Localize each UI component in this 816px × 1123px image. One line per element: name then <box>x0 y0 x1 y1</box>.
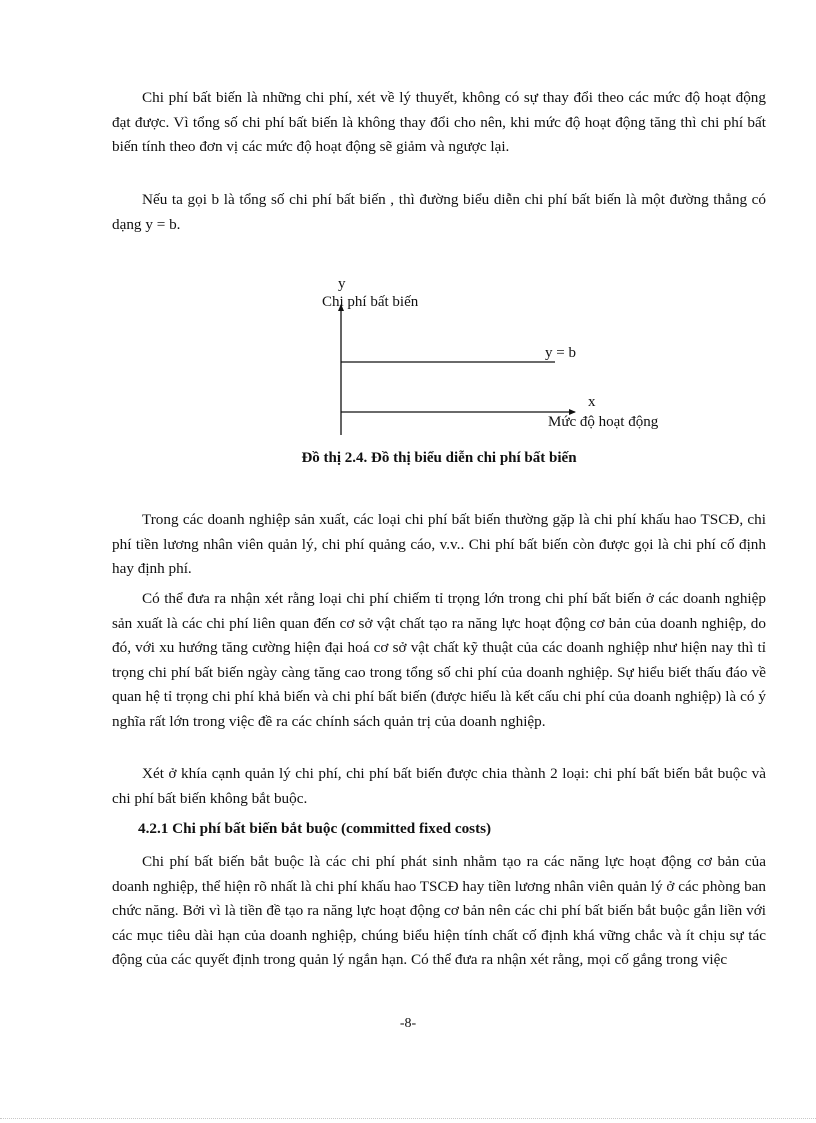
chart-canvas <box>300 268 659 448</box>
x-axis-label: Mức độ hoạt động <box>548 414 659 430</box>
paragraph-definition: Chi phí bất biến là những chi phí, xét về lý thuyết, không có sự thay đổi theo các mức độ hoạt động đạt được. Vì tổng số chi phí bất biến là không thay đổi cho nên, khi mức độ hoạt động tăng thì chi phí bất biến tính theo đơn vị các mức độ hoạt động sẽ giảm và ngược lại. <box>112 89 766 156</box>
paragraph-observation: Có thể đưa ra nhận xét rằng loại chi phí chiếm tỉ trọng lớn trong chi phí bất biến ở các doanh nghiệp sản xuất là các chi phí liên quan đến cơ sở vật chất tạo ra năng lực hoạt động cơ bản của doanh nghiệp, do đó, với xu hướng tăng cường hiện đại hoá cơ sở vật chất kỹ thuật của các doanh nghiệp như hiện nay thì tỉ trọng chi phí bất biến ngày càng tăng cao trong tổng số chi phí của doanh nghiệp. Sự hiểu biết thấu đáo về quan hệ tỉ trọng chi phí khả biến và chi phí bất biến (được hiểu là kết cấu chi phí của doanh nghiệp) là có ý nghĩa rất lớn trong việc đề ra các chính sách quản trị của doanh nghiệp. <box>112 590 766 730</box>
paragraph-formula: Nếu ta gọi b là tổng số chi phí bất biến , thì đường biểu diễn chi phí bất biến là một đường thẳng có dạng y = b. <box>112 191 766 233</box>
y-axis-label: Chi phí bất biến <box>322 294 419 310</box>
page-bottom-rule <box>0 1118 816 1119</box>
y-axis-symbol: y <box>338 276 346 292</box>
paragraph-examples: Trong các doanh nghiệp sản xuất, các loại chi phí bất biến thường gặp là chi phí khấu hao TSCĐ, chi phí tiền lương nhân viên quản lý, chi phí quảng cáo, v.v.. Chi phí bất biến còn được gọi là chi phí cố định hay định phí. <box>112 511 766 578</box>
paragraph-classification: Xét ở khía cạnh quản lý chi phí, chi phí bất biến được chia thành 2 loại: chi phí bất biến bắt buộc và chi phí bất biến không bắt buộc. <box>112 765 766 807</box>
page-number: -8- <box>399 1016 417 1031</box>
x-axis-symbol: x <box>588 394 596 410</box>
section-heading: 4.2.1 Chi phí bất biến bắt buộc (committed fixed costs) <box>138 820 492 837</box>
series-label: y = b <box>545 345 576 361</box>
fixed-cost-chart <box>300 268 659 448</box>
paragraph-committed-costs: Chi phí bất biến bắt buộc là các chi phí phát sinh nhằm tạo ra các năng lực hoạt động cơ bản của doanh nghiệp, thể hiện rõ nhất là chi phí khấu hao TSCĐ hay tiền lương nhân viên quản lý ở các phòng ban chức năng. Bởi vì là tiền đề tạo ra năng lực hoạt động cơ bản nên các chi phí bất biến bắt buộc gắn liền với các mục tiêu dài hạn của doanh nghiệp, chúng biểu hiện tính chất cố định khá vững chắc và ít chịu sự tác động của các quyết định trong quản lý ngắn hạn. Có thể đưa ra nhận xét rằng, mọi cố gắng trong việc <box>112 853 766 969</box>
chart-caption: Đồ thị 2.4. Đồ thị biểu diễn chi phí bất biến <box>301 450 577 466</box>
